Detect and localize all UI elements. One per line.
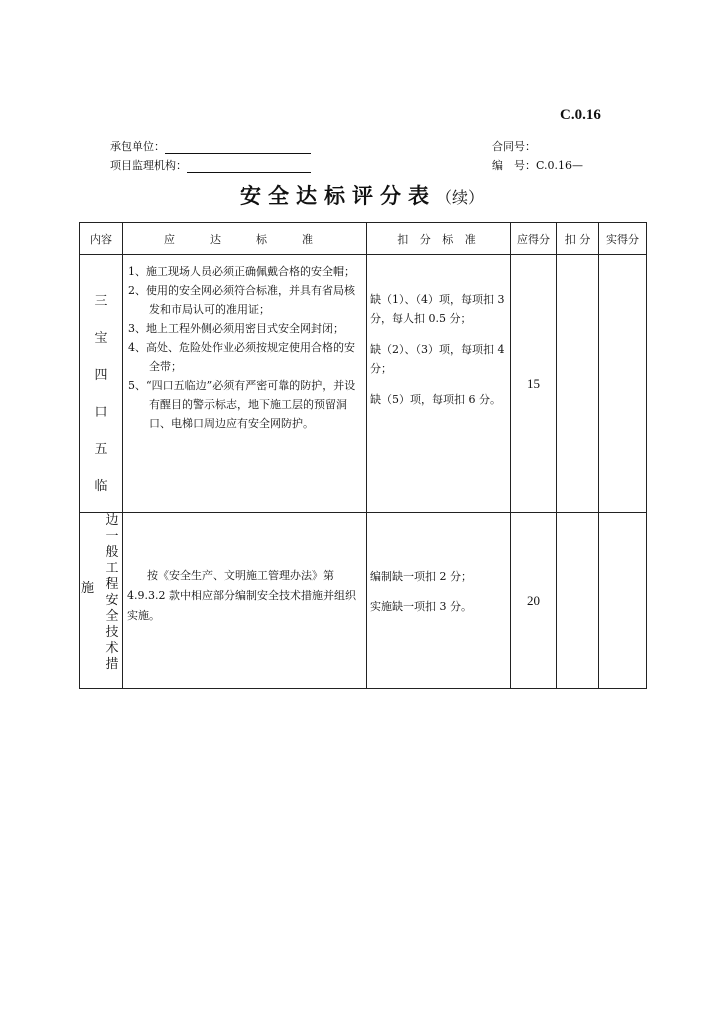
criteria-cell [123, 513, 367, 689]
supervisor-field [110, 157, 311, 173]
contract-no: 合同号： [492, 140, 536, 153]
supervisor-line[interactable] [187, 160, 311, 173]
category-cell [80, 513, 123, 689]
deduction-item: 缺（1）、（4）项，每项扣 3 分，每人扣 0.5 分； [370, 293, 505, 325]
deducted-cell[interactable] [557, 255, 599, 513]
deduction-item: 缺（2）、（3）项，每项扣 4 分； [370, 343, 505, 375]
deducted-cell[interactable] [557, 513, 599, 689]
category-vertical [104, 513, 120, 673]
category-char: 一 [105, 529, 119, 544]
category-cell [80, 255, 123, 513]
deduction-item: 缺（5）项，每项扣 6 分。 [370, 393, 501, 406]
deduction-item: 编制缺一项扣 2 分； [370, 569, 472, 583]
category-char: 措 [105, 657, 119, 672]
category-char: 工 [105, 561, 119, 576]
category-char: 四 [94, 368, 108, 383]
contractor-line[interactable] [165, 141, 311, 154]
category-char: 安 [105, 593, 119, 608]
header-row [80, 223, 647, 255]
criteria-item: 5、“四口五临边”必须有严密可靠的防护，并设有醒目的警示标志，地下施工层的预留洞口、电梯口周边应有安全网防护。 [128, 379, 356, 430]
page-title [0, 180, 724, 210]
category-char: 宝 [94, 331, 108, 346]
score-table [79, 222, 647, 689]
actual-score-cell[interactable] [599, 513, 647, 689]
criteria-item: 3、地上工程外侧必须用密目式安全网封闭； [128, 322, 344, 335]
category-char: 技 [105, 625, 119, 640]
header-deducted: 扣 分 [557, 223, 599, 255]
header-full-score: 应得分 [511, 223, 557, 255]
actual-score-cell[interactable] [599, 255, 647, 513]
category-char: 三 [94, 294, 108, 309]
header-deduction: 扣 分 标 准 [367, 223, 511, 255]
criteria-item: 1、施工现场人员必须正确佩戴合格的安全帽； [128, 265, 355, 278]
contractor-field [110, 138, 311, 154]
serial-no: 编 号：C.0.16— [492, 159, 584, 172]
category-char: 边 [105, 513, 119, 528]
category-char: 程 [105, 577, 119, 592]
full-score-cell: 20 [511, 513, 557, 689]
category-char: 临 [94, 479, 108, 494]
deduction-cell [367, 255, 511, 513]
table-row [80, 255, 647, 513]
header-criteria: 应 达 标 准 [123, 223, 367, 255]
contractor-label: 承包单位： [110, 140, 165, 153]
category-char: 般 [105, 545, 119, 560]
category-tail: 施 [81, 581, 95, 596]
header-content: 内容 [80, 223, 123, 255]
full-score-cell: 15 [511, 255, 557, 513]
category-char: 五 [94, 442, 108, 457]
deduction-cell [367, 513, 511, 689]
criteria-item: 2、使用的安全网必须符合标准，并具有省局核发和市局认可的准用证； [128, 284, 355, 316]
header-actual: 实得分 [599, 223, 647, 255]
table-row [80, 513, 647, 689]
category-char: 术 [105, 641, 119, 656]
category-char: 口 [94, 405, 108, 420]
supervisor-label: 项目监理机构： [110, 159, 187, 172]
criteria-item: 4、高处、危险处作业必须按规定使用合格的安全带； [128, 341, 355, 373]
category-char: 全 [105, 609, 119, 624]
title-main: 安全达标评分表 [239, 184, 436, 208]
deduction-item: 实施缺一项扣 3 分。 [370, 599, 472, 613]
title-suffix: （续） [435, 188, 484, 207]
criteria-cell [123, 255, 367, 513]
form-code: C.0.16 [560, 107, 601, 123]
criteria-text: 按《安全生产、文明施工管理办法》第 4.9.3.2 款中相应部分编制安全技术措施并组织实施。 [127, 568, 356, 622]
